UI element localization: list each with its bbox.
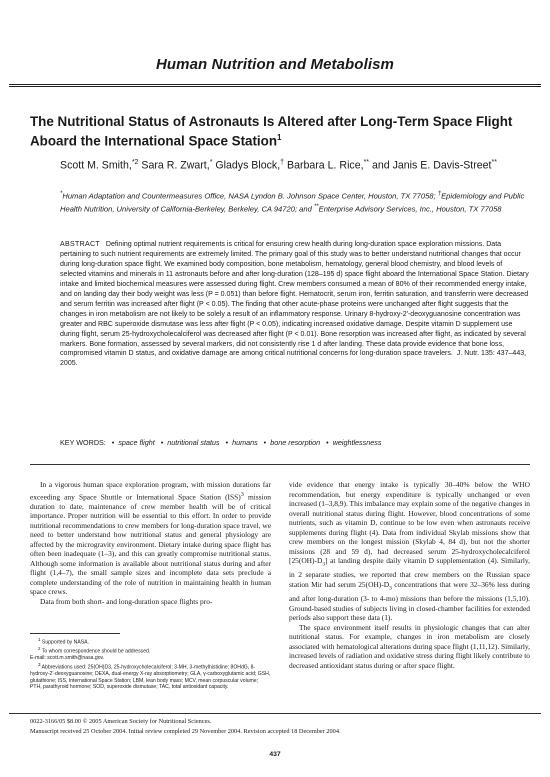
author-name: Scott M. Smith, [60, 159, 132, 172]
footnote-rule [30, 633, 120, 634]
keywords-label: KEY WORDS: [60, 438, 106, 447]
abstract-label: ABSTRACT [60, 241, 100, 248]
keyword: space flight [118, 438, 155, 447]
affiliation-mark: * [60, 191, 63, 197]
manuscript-dates: Manuscript received 25 October 2004. Initial review completed 29 November 2004. Revision accepted 18 December 2004. [30, 727, 341, 735]
affiliation-mark: ** [313, 203, 319, 210]
author-mark: ** [491, 159, 497, 166]
affiliation-text: Enterprise Advisory Services, Inc., Houston, TX 77058 [318, 204, 502, 214]
citation: J. Nutr. 135: 437–443, 2005. [60, 350, 527, 368]
journal-header: Human Nutrition and Metabolism [155, 56, 394, 73]
keyword: weightlessness [332, 438, 382, 447]
bullet-icon: • [160, 438, 164, 447]
bullet-icon: • [225, 438, 229, 447]
abstract [60, 240, 530, 369]
author-name: Janis E. Davis-Street [392, 159, 492, 172]
author-mark: ** [363, 159, 370, 166]
header-rule-bottom [9, 86, 541, 87]
footnote-mark: 3 [240, 490, 244, 498]
abstract-text: Defining optimal nutrient requirements is critical for ensuring crew health during long-duration space exploration missions. Data pertaining to such nutrient requirements are extremely limited. The primary goal of this study was to better understand nutritional changes that occur during long-duration space flight. We examined body composition, bone metabolism, hematology, general blood chemistry, and blood levels of selected vitamins and minerals in 11 astronauts before and after long-duration (128–195 d) space flight aboard the International Space Station. Dietary intake and limited biochemical measures were assessed during flight. Crew members consumed a mean of 80% of their recommended energy intake, and on landing day their body weight was less (P = 0.051) than before flight. Hematocrit, serum iron, ferritin saturation, and transferrin were decreased and serum ferritin was increased after flight (P < 0.05). The finding that other acute-phase proteins were unchanged after flight suggests that the changes in iron metabolism are not likely to be solely a result of an inflammatory response. Urinary 8-hydroxy-2′-deoxyguanosine concentration was greater and RBC superoxide dismutase was less after flight (P < 0.05), indicating increased oxidative damage. Despite vitamin D supplement use during flight, serum 25-hydroxycholecalciferol was decreased after flight (P < 0.01). Bone resorption was increased after flight, as indicated by several markers. Bone formation, assessed by several markers, did not consistently rise 1 d after landing. These data provide evidence that bone loss, compromised vitamin D status, and oxidative damage are among critical nutritional concerns for long-duration space travelers. [60, 241, 529, 358]
footnote: $^1$ Supported by NASA. [38, 637, 89, 646]
bottom-rule [9, 713, 541, 714]
author-name: Gladys Block, [215, 159, 281, 172]
article-title-text: The Nutritional Status of Astronauts Is Altered after Long-Term Space Flight Aboard the International Space Station [30, 114, 513, 149]
body-paragraph: Data from both short- and long-duration space flights pro- [40, 597, 213, 607]
footnotes [30, 637, 271, 691]
footnote: $^2$ To whom correspondence should be addressed. [38, 646, 151, 655]
keyword: humans [232, 438, 258, 447]
affiliation-mark: † [437, 191, 442, 197]
bullet-icon: • [111, 438, 115, 447]
author-mark: * [209, 159, 213, 166]
body-column-left [30, 480, 271, 607]
footnote: $^3$ Abbreviations used: 25(OH)D3, 25-hydroxycholecalciferol; 3-MH, 3-methylhistidine; 8OHdG, 8-hydroxy-2′-deoxyguanosine; DEXA, dual-energy X-ray absorptiometry; GLA, γ-carboxyglutamic acid; GSH, glutathione; ISS, International Space Station; LBM, lean body mass; MCV, mean corpuscular volume; PTH, parathyroid hormone; SOD, superoxide dismutase; TAC, total antioxidant capacity. [30, 661, 271, 691]
article-title [30, 114, 530, 149]
author-mark: *2 [131, 159, 139, 166]
body-column-right [289, 480, 530, 670]
affiliation-text: Epidemiology and Public Health Nutrition, University of California-Berkeley, Berkeley, CA 94720; and [60, 191, 525, 214]
body-paragraph: The space environment itself results in physiologic changes that can alter nutritional status. For example, changes in iron metabolism are closely associated with hematological alterations during space flight (1,11,12). Similarly, increased levels of radiation and oxidative stress during flight likely contribute to decreased antioxidant status during or after space flight. [289, 622, 530, 670]
bullet-icon: • [263, 438, 267, 447]
body-paragraph: In a vigorous human space exploration program, with mission durations far exceeding any Space Shuttle or International Space Station (ISS)$^3$ mission duration to date, maintenance of crew member health will be of critical importance. Proper nutrition will be essential to this effort. In order to provide nutritional recommendations to crew members for long-duration space travel, we need to better understand how nutritional status and general physiology are affected by the microgravity environment. Dietary intake during space flight has often been inadequate (1–3), and this can greatly compromise nutritional status. Although some information is available about nutritional status during and after flight (1,4–7), the small sample sizes and incomplete data sets preclude a complete understanding of the role of nutrition in maintaining health in human space crews. [30, 480, 271, 597]
affiliations [60, 189, 530, 215]
author-list: Scott M. Smith,$^{*2}$ Sara R. Zwart,* Gladys Block,† Barbara L. Rice,** and Janis E. Davis-Street** [60, 159, 497, 172]
page-number: 437 [269, 751, 281, 758]
keyword: nutritional status [167, 438, 220, 447]
bullet-icon: • [326, 438, 329, 447]
author-name: Barbara L. Rice, [287, 159, 364, 172]
keywords [60, 438, 530, 448]
header-rule-top [9, 84, 541, 85]
author-mark: † [280, 159, 285, 166]
author-name: Sara R. Zwart, [141, 159, 210, 172]
copyright-line: 0022-3166/05 $8.00 © 2005 American Society for Nutritional Sciences. [30, 718, 212, 725]
keywords-rule [30, 464, 530, 465]
body-paragraph: vide evidence that energy intake is typically 30–40% below the WHO recommendation, but energy expenditure is typically unchanged or even increased (1–3,8,9). This imbalance may explain some of the negative changes in overall nutritional status during flight. However, blood concentrations of some nutrients, such as vitamin D, continue to be low even when astronauts receive supplements during flight (4). Data from individual Skylab missions show that crew members on the longest mission (Skylab 4, 84 d), but not the shorter missions (28 and 59 d), had decreased serum 25-hydroxycholecalciferol $[25(OH)-D_3]$ at landing despite daily vitamin D supplementation (4). Similarly, in 2 separate studies, we reported that crew members on the Russian space station Mir had serum $25(OH)-D_3$ concentrations that were 32–36% less during and after long-duration (3- to 4-mo) missions than before the missions (1,5,10). Ground-based studies of subjects living in closed-chamber facilities for extended periods also support these data (1). [289, 480, 530, 623]
footnote-email: E-mail: scott.m.smith@nasa.gov. [30, 655, 105, 662]
affiliation-text: Human Adaptation and Countermeasures Office, NASA Lyndon B. Johnson Space Center, Houston, TX 77058; [62, 191, 438, 201]
keyword: bone resorption [270, 438, 321, 447]
title-footnote-mark: 1 [277, 133, 282, 142]
copyright-block [30, 717, 530, 736]
